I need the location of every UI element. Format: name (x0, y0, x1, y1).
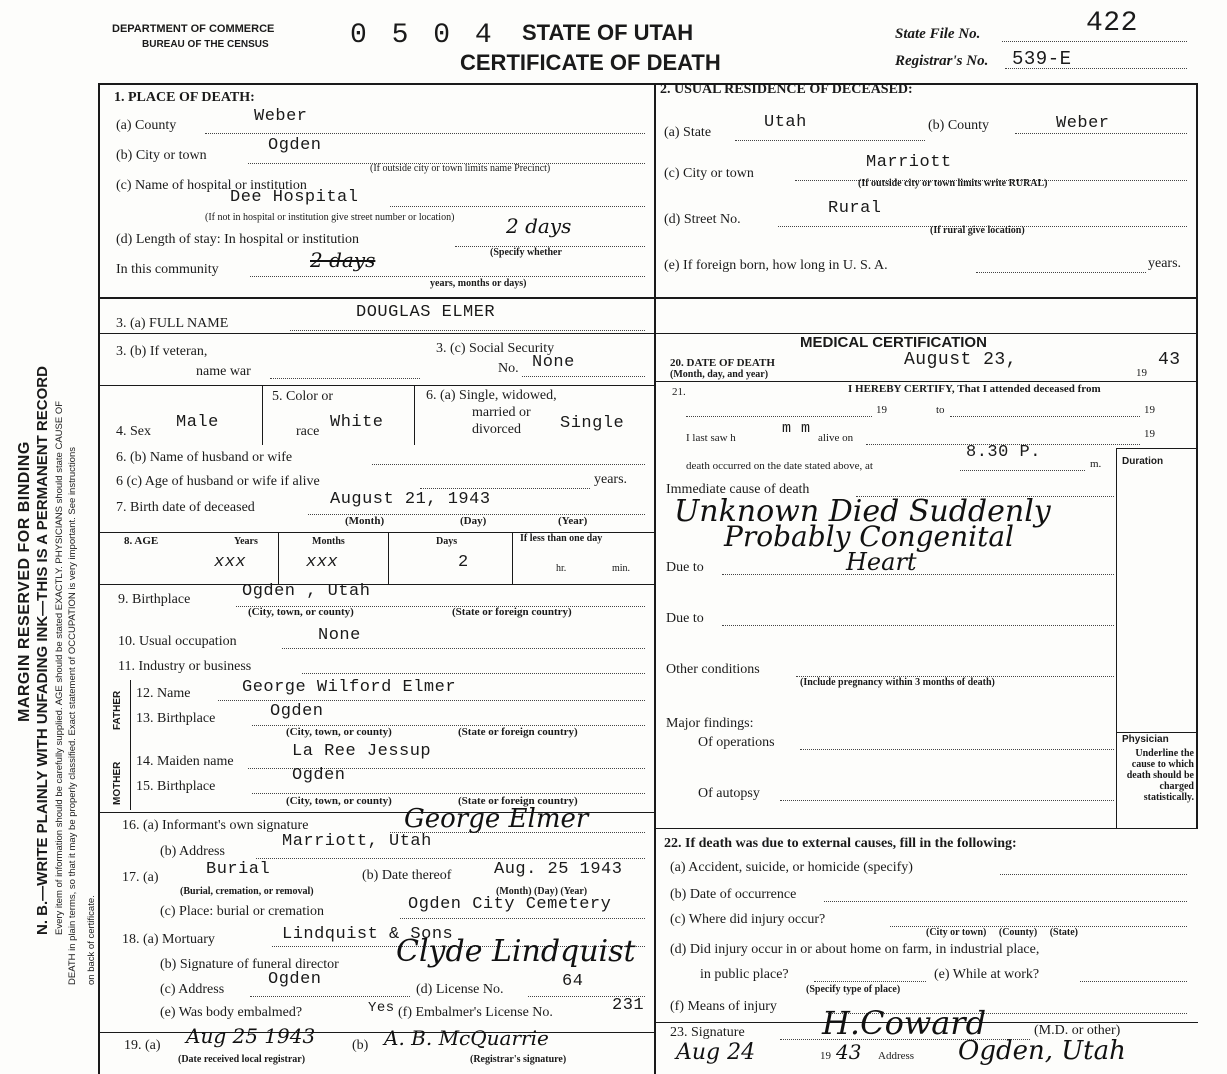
spouse-label: 6. (b) Name of husband or wife (116, 450, 293, 465)
community-label: In this community (116, 262, 219, 277)
public-label: in public place? (700, 967, 789, 982)
registrar-number: 539-E (1012, 48, 1072, 70)
birth-day-note: (Day) (460, 515, 487, 527)
war-label: name war (196, 364, 251, 379)
full-name-label: 3. (a) FULL NAME (116, 316, 229, 331)
burial-type-note: (Burial, cremation, or removal) (180, 886, 314, 897)
certify-to-year: 19 (1144, 404, 1155, 416)
signature-year-prefix: 19 (820, 1050, 831, 1062)
certify-from-year: 19 (876, 404, 887, 416)
father-name-label: 12. Name (136, 686, 191, 701)
findings-label: Major findings: (666, 716, 754, 731)
burial-type-value: Burial (206, 860, 271, 879)
received-label: 19. (a) (124, 1038, 161, 1053)
where-note: (City or town) (County) (State) (926, 927, 1079, 938)
res-county-value: Weber (1056, 114, 1110, 133)
birth-label: 7. Birth date of deceased (116, 500, 255, 515)
time-m-label: m. (1090, 458, 1102, 470)
cause-line-2: Probably Congenital (724, 520, 1014, 553)
occurred-label: death occurred on the date stated above, at (686, 460, 873, 472)
age-months-value: xxx (306, 553, 339, 572)
industry-label: 11. Industry or business (118, 659, 252, 674)
age-min-label: min. (612, 563, 631, 574)
serial-number: 0 5 0 4 (350, 20, 496, 51)
certify-number: 21. (672, 386, 686, 398)
dod-note: (Month, day, and year) (670, 369, 769, 380)
burial-date-value: Aug. 25 1943 (494, 860, 623, 879)
res-foreign-label: (e) If foreign born, how long in U. S. A. (664, 258, 888, 273)
birthplace-value: Ogden , Utah (242, 582, 371, 601)
physician-note: Underline the cause to which death should be charged statistically. (1126, 748, 1194, 803)
birth-value: August 21, 1943 (330, 490, 491, 509)
city-note: (If outside city or town limits name Precinct) (370, 163, 551, 174)
place-of-death-heading: 1. PLACE OF DEATH: (114, 90, 255, 105)
operations-label: Of operations (698, 735, 775, 750)
embalmed-value: Yes (368, 1000, 395, 1016)
place-type-note: (Specify type of place) (806, 984, 901, 995)
occupation-label: 10. Usual occupation (118, 634, 237, 649)
informant-address-label: (b) Address (160, 844, 225, 859)
res-street-label: (d) Street No. (664, 212, 741, 227)
occurrence-label: (b) Date of occurrence (670, 887, 797, 902)
due-to-label-2: Due to (666, 611, 704, 626)
res-county-label: (b) County (928, 118, 990, 133)
embalmer-value: 231 (612, 996, 645, 1015)
certify-to-label: to (936, 404, 945, 416)
received-value: Aug 25 1943 (186, 1024, 316, 1048)
spouse-age-label: 6 (c) Age of husband or wife if alive (116, 474, 320, 489)
last-saw-label: I last saw h (686, 432, 736, 444)
other-note: (Include pregnancy within 3 months of death) (800, 677, 995, 688)
res-city-note: (If outside city or town limits write RURAL) (858, 178, 1048, 189)
hospital-note: (If not in hospital or institution give street number or location) (205, 212, 455, 223)
certify-statement: I HEREBY CERTIFY, That I attended deceased from (848, 383, 1101, 395)
director-signature: Clyde Lindquist (396, 934, 636, 969)
birth-month-note: (Month) (345, 515, 385, 527)
birthplace-state-note: (State or foreign country) (452, 606, 572, 618)
alive-year: 19 (1144, 428, 1155, 440)
age-days-value: 2 (458, 553, 469, 572)
mother-maiden-value: La Ree Jessup (292, 742, 432, 761)
margin-binding-note: MARGIN RESERVED FOR BINDING (16, 441, 33, 722)
city-label: (b) City or town (116, 148, 207, 163)
mother-maiden-label: 14. Maiden name (136, 754, 234, 769)
color-label: 5. Color or (272, 389, 334, 404)
margin-instructions-2: DEATH in plain terms, so that it may be properly classified. Exact statement of OCCUPATION is very important. See instructions (67, 447, 78, 985)
death-county-value: Weber (254, 107, 308, 126)
license-label: (d) License No. (416, 982, 504, 997)
age-months-label: Months (312, 536, 345, 547)
res-foreign-unit: years. (1148, 256, 1182, 271)
margin-instructions-3: on back of certificate. (86, 895, 97, 985)
hospital-value: Dee Hospital (230, 188, 359, 207)
signature-year: 43 (836, 1040, 862, 1064)
registrar-signature: A. B. McQuarrie (384, 1026, 549, 1050)
certificate-title: CERTIFICATE OF DEATH (460, 50, 721, 75)
community-value: 2 days (310, 248, 376, 272)
veteran-label: 3. (b) If veteran, (116, 344, 208, 359)
registrar-note: (Registrar's signature) (470, 1054, 567, 1065)
burial-date-label: (b) Date thereof (362, 868, 452, 883)
mortuary-address-label: (c) Address (160, 982, 225, 997)
cause-line-3: Heart (846, 548, 917, 576)
sex-value: Male (176, 413, 219, 432)
embalmer-label: (f) Embalmer's License No. (398, 1005, 553, 1020)
burial-place-label: (c) Place: burial or cremation (160, 904, 325, 919)
margin-instructions-1: Every item of information should be carefully supplied. AGE should be stated EXACTLY. PHYSICIANS should state CAUSE OF (54, 400, 65, 935)
age-hr-label: hr. (556, 563, 567, 574)
signature-date: Aug 24 (676, 1040, 756, 1065)
state-title: STATE OF UTAH (522, 20, 694, 45)
home-label: (d) Did injury occur in or about home on farm, in industrial place, (670, 942, 1040, 957)
hospital-label: (c) Name of hospital or institution (116, 178, 307, 193)
birthplace-city-note: (City, town, or county) (248, 606, 354, 618)
marital-label-1: 6. (a) Single, widowed, (426, 388, 557, 403)
age-days-label: Days (436, 536, 458, 547)
mother-birth-value: Ogden (292, 766, 346, 785)
mother-tag: MOTHER (112, 761, 123, 805)
physician-tag: Physician (1122, 734, 1169, 745)
where-label: (c) Where did injury occur? (670, 912, 826, 927)
marital-value: Single (560, 414, 625, 433)
father-name-value: George Wilford Elmer (242, 678, 457, 697)
res-state-label: (a) State (664, 125, 712, 140)
burial-date-note: (Month) (Day) (Year) (496, 886, 588, 897)
race-label: race (296, 424, 320, 439)
means-label: (f) Means of injury (670, 999, 777, 1014)
birthplace-label: 9. Birthplace (118, 592, 191, 607)
cause-label: Immediate cause of death (666, 482, 810, 497)
informant-sig-label: 16. (a) Informant's own signature (122, 818, 309, 833)
burial-place-value: Ogden City Cemetery (408, 895, 612, 914)
father-tag: FATHER (112, 690, 123, 730)
res-street-note: (If rural give location) (930, 225, 1025, 236)
signature-label: 23. Signature (670, 1025, 745, 1040)
age-years-label: Years (234, 536, 258, 547)
units-note: years, months or days) (430, 278, 527, 289)
cause-line-1: Unknown Died Suddenly (674, 494, 1051, 529)
external-heading: 22. If death was due to external causes, fill in the following: (664, 836, 1017, 851)
dod-label: 20. DATE OF DEATH (670, 357, 775, 369)
time-value: 8.30 P. (966, 443, 1041, 462)
registrar-sig-label: (b) (352, 1038, 369, 1053)
department-label: DEPARTMENT OF COMMERCE (112, 23, 275, 35)
specify-note: (Specify whether (490, 247, 562, 258)
license-value: 64 (562, 972, 584, 991)
mother-birth-label: 15. Birthplace (136, 779, 216, 794)
duration-label: Duration (1122, 456, 1164, 467)
burial-type-label: 17. (a) (122, 870, 159, 885)
mortuary-address-value: Ogden (268, 970, 322, 989)
embalmed-label: (e) Was body embalmed? (160, 1005, 303, 1020)
stay-label: (d) Length of stay: In hospital or institution (116, 232, 360, 247)
mortuary-value: Lindquist & Sons (282, 925, 454, 944)
stay-value: 2 days (506, 214, 572, 238)
death-city-value: Ogden (268, 136, 322, 155)
alive-label: alive on (818, 432, 854, 444)
informant-signature: George Elmer (404, 804, 589, 834)
md-label: (M.D. or other) (1034, 1023, 1121, 1038)
mother-state-note: (State or foreign country) (458, 795, 578, 807)
sig-address-value: Ogden, Utah (958, 1036, 1126, 1066)
due-to-label-1: Due to (666, 560, 704, 575)
bureau-label: BUREAU OF THE CENSUS (142, 39, 269, 50)
state-file-label: State File No. (895, 26, 981, 42)
work-label: (e) While at work? (934, 967, 1040, 982)
physician-signature: H.Coward (822, 1004, 987, 1042)
informant-address-value: Marriott, Utah (282, 832, 432, 851)
sig-address-label: Address (878, 1050, 915, 1062)
res-city-value: Marriott (866, 153, 952, 172)
marital-label-2: married or (472, 405, 531, 420)
accident-label: (a) Accident, suicide, or homicide (specify) (670, 860, 913, 875)
ss-no-label: No. (498, 361, 519, 376)
ss-label: 3. (c) Social Security (436, 341, 555, 356)
spouse-age-unit: years. (594, 472, 628, 487)
age-years-value: xxx (214, 553, 247, 572)
occupation-value: None (318, 626, 361, 645)
dod-prefix: 19 (1136, 367, 1147, 379)
res-city-label: (c) City or town (664, 166, 754, 181)
age-lt-day-label: If less than one day (520, 533, 603, 544)
residence-heading: 2. USUAL RESIDENCE OF DECEASED: (660, 82, 913, 97)
state-file-number: 422 (1086, 8, 1138, 39)
age-label: 8. AGE (124, 535, 159, 547)
res-state-value: Utah (764, 113, 807, 132)
birth-year-note: (Year) (558, 515, 588, 527)
director-label: (b) Signature of funeral director (160, 957, 339, 972)
mother-city-note: (City, town, or county) (286, 795, 392, 807)
father-city-note: (City, town, or county) (286, 726, 392, 738)
last-saw-value: m m (782, 420, 811, 437)
father-state-note: (State or foreign country) (458, 726, 578, 738)
county-label: (a) County (116, 118, 177, 133)
dod-value: August 23, (904, 350, 1018, 370)
ss-value: None (532, 353, 575, 372)
race-value: White (330, 413, 384, 432)
father-birth-label: 13. Birthplace (136, 711, 216, 726)
autopsy-label: Of autopsy (698, 786, 760, 801)
dod-year: 43 (1158, 350, 1181, 370)
marital-label-3: divorced (472, 422, 521, 437)
medical-heading: MEDICAL CERTIFICATION (800, 334, 987, 351)
res-street-value: Rural (828, 199, 882, 218)
sex-label: 4. Sex (116, 424, 151, 439)
mortuary-label: 18. (a) Mortuary (122, 932, 215, 947)
margin-ink-note: N. B.—WRITE PLAINLY WITH UNFADING INK—THIS IS A PERMANENT RECORD (34, 366, 51, 935)
registrar-label: Registrar's No. (895, 53, 989, 69)
full-name-value: DOUGLAS ELMER (356, 303, 496, 322)
other-label: Other conditions (666, 662, 760, 677)
father-birth-value: Ogden (270, 702, 324, 721)
received-note: (Date received local registrar) (178, 1054, 306, 1065)
